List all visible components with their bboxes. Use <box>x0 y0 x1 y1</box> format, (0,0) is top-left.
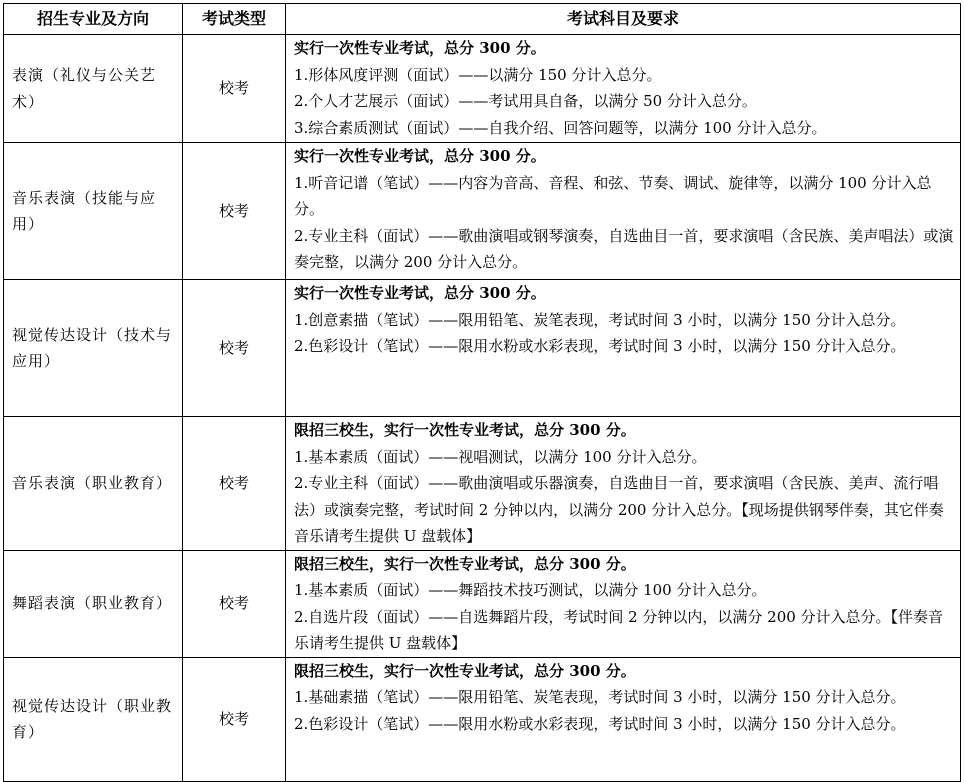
header-exam-type: 考试类型 <box>183 4 286 35</box>
requirement-headline: 实行一次性专业考试，总分 300 分。 <box>294 39 546 57</box>
requirement-item: 2.专业主科（面试）——歌曲演唱或钢琴演奏，自选曲目一首，要求演唱（含民族、美声唱法）或演奏完整，以满分 200 分计入总分。 <box>294 226 954 271</box>
requirement-item: 1.基本素质（面试）——视唱测试，以满分 100 分计入总分。 <box>294 447 707 466</box>
header-requirements: 考试科目及要求 <box>286 4 961 35</box>
major-cell: 音乐表演（职业教育） <box>4 417 183 551</box>
exam-type-cell: 校考 <box>183 35 286 143</box>
major-cell: 音乐表演（技能与应用） <box>4 143 183 280</box>
requirement-headline: 限招三校生，实行一次性专业考试，总分 300 分。 <box>294 421 636 439</box>
requirement-headline: 实行一次性专业考试，总分 300 分。 <box>294 284 546 302</box>
major-cell: 舞蹈表演（职业教育） <box>4 550 183 657</box>
requirement-item: 2.专业主科（面试）——歌曲演唱或乐器演奏，自选曲目一首，要求演唱（含民族、美声、流行唱法）或演奏完整，考试时间 2 分钟以内，以满分 200 分计入总分。【现场提供钢琴伴奏，其它伴奏音乐请考生提供 U 盘载体】 <box>294 474 944 545</box>
requirements-cell <box>286 417 961 551</box>
requirement-item: 3.综合素质测试（面试）——自我介绍、回答问题等，以满分 100 分计入总分。 <box>294 118 827 137</box>
exam-type-cell: 校考 <box>183 550 286 657</box>
requirement-item: 1.基础素描（笔试）——限用铅笔、炭笔表现，考试时间 3 小时，以满分 150 分计入总分。 <box>294 688 906 706</box>
requirements-cell <box>286 143 961 280</box>
table-row <box>4 143 961 280</box>
exam-type-cell: 校考 <box>183 143 286 280</box>
table-row <box>4 550 961 657</box>
major-cell: 表演（礼仪与公关艺术） <box>4 35 183 143</box>
exam-type-cell: 校考 <box>183 280 286 417</box>
requirements-cell <box>286 550 961 657</box>
exam-type-cell: 校考 <box>183 657 286 781</box>
requirement-item: 1.形体风度评测（面试）——以满分 150 分计入总分。 <box>294 65 662 84</box>
requirement-headline: 实行一次性专业考试，总分 300 分。 <box>294 147 546 165</box>
requirement-item: 1.基本素质（面试）——舞蹈技术技巧测试，以满分 100 分计入总分。 <box>294 581 767 599</box>
requirement-item: 1.创意素描（笔试）——限用铅笔、炭笔表现，考试时间 3 小时，以满分 150 分计入总分。 <box>294 310 906 329</box>
requirements-cell <box>286 280 961 417</box>
major-cell: 视觉传达设计（技术与应用） <box>4 280 183 417</box>
exam-type-cell: 校考 <box>183 417 286 551</box>
requirement-item: 2.色彩设计（笔试）——限用水粉或水彩表现，考试时间 3 小时，以满分 150 分计入总分。 <box>294 714 906 733</box>
major-cell: 视觉传达设计（职业教育） <box>4 657 183 781</box>
exam-requirements-table <box>3 3 961 782</box>
requirements-cell <box>286 657 961 781</box>
requirements-cell <box>286 35 961 143</box>
table-row <box>4 280 961 417</box>
table-row <box>4 417 961 551</box>
requirement-item: 2.色彩设计（笔试）——限用水粉或水彩表现，考试时间 3 小时，以满分 150 分计入总分。 <box>294 337 906 355</box>
requirement-item: 2.自选片段（面试）——自选舞蹈片段，考试时间 2 分钟以内，以满分 200 分计入总分。【伴奏音乐请考生提供 U 盘载体】 <box>294 607 944 652</box>
requirement-item: 1.听音记谱（笔试）——内容为音高、音程、和弦、节奏、调试、旋律等，以满分 100 分计入总分。 <box>294 173 932 218</box>
table-header-row <box>4 4 961 35</box>
requirement-headline: 限招三校生，实行一次性专业考试，总分 300 分。 <box>294 554 636 573</box>
requirement-item: 2.个人才艺展示（面试）——考试用具自备，以满分 50 分计入总分。 <box>294 92 757 110</box>
requirement-headline: 限招三校生，实行一次性专业考试，总分 300 分。 <box>294 661 636 680</box>
table-row <box>4 657 961 781</box>
table-row <box>4 35 961 143</box>
header-major: 招生专业及方向 <box>4 4 183 35</box>
